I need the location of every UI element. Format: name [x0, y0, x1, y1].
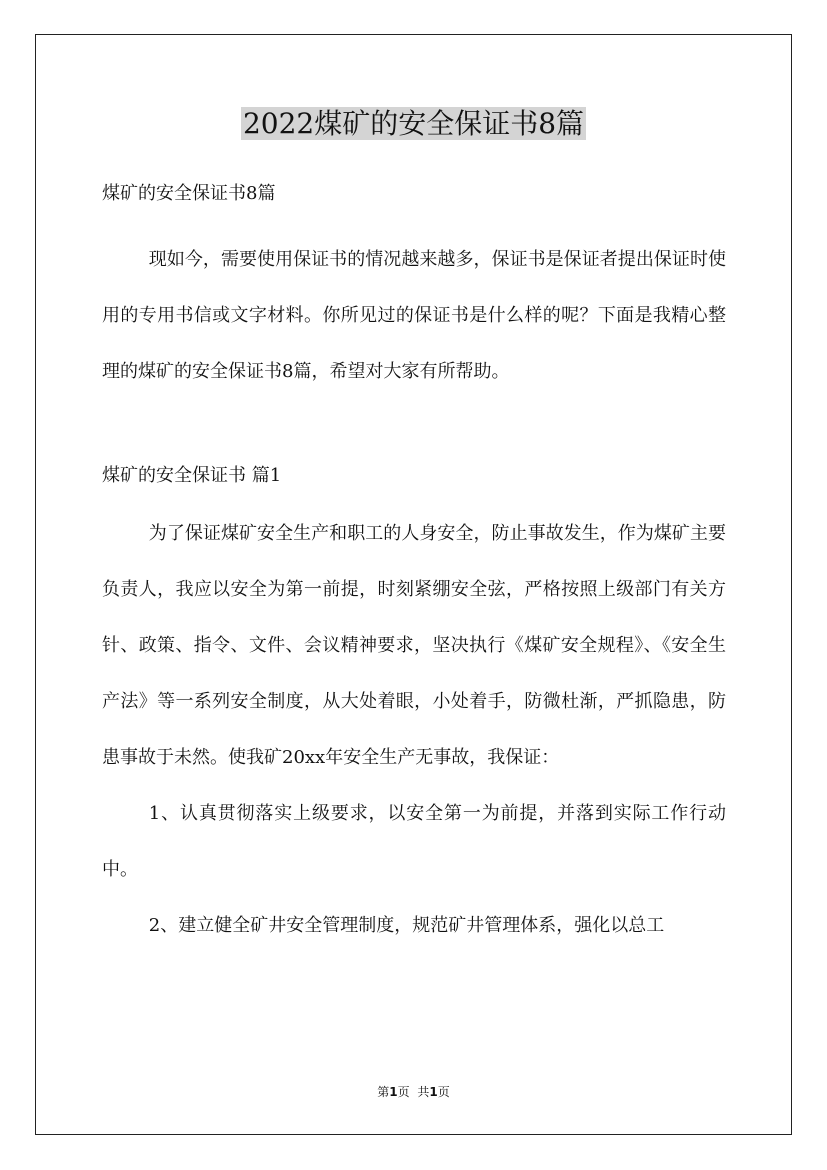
spacer — [102, 400, 726, 458]
body-paragraph: 为了保证煤矿安全生产和职工的人身安全，防止事故发生，作为煤矿主要负责人，我应以安全为第一前提，时刻紧绷安全弦，严格按照上级部门有关方针、政策、指令、文件、会议精神要求，坚决执行《煤矿安全规程》、《安全生产法》等一系列安全制度，从大处着眼，小处着手，防微杜渐，严抓隐患，防患事故于未然。使我矿20xx年安全生产无事故，我保证： — [102, 523, 726, 768]
document-body — [102, 176, 726, 954]
document-title-text: 2022煤矿的安全保证书8篇 — [242, 107, 585, 140]
total-pages-number: 1 — [429, 1085, 438, 1099]
body-paragraph: 1、认真贯彻落实上级要求，以安全第一为前提，并落到实际工作行动中。 — [102, 803, 726, 880]
body-paragraph: 2、建立健全矿井安全管理制度，规范矿井管理体系，强化以总工 — [148, 915, 665, 936]
document-subtitle: 煤矿的安全保证书8篇 — [102, 183, 276, 204]
current-page-number: 1 — [389, 1085, 398, 1099]
spacer — [102, 212, 726, 232]
intro-paragraph: 现如今，需要使用保证书的情况越来越多，保证书是保证者提出保证时使用的专用书信或文字材料。你所见过的保证书是什么样的呢？下面是我精心整理的煤矿的安全保证书8篇，希望对大家有所帮助。 — [102, 249, 726, 382]
document-title — [0, 104, 827, 144]
section-heading: 煤矿的安全保证书 篇1 — [102, 465, 282, 486]
spacer — [102, 494, 726, 506]
total-suffix: 页 — [437, 1085, 450, 1099]
page-footer — [0, 1083, 827, 1101]
total-prefix: 共 — [417, 1085, 430, 1099]
page-suffix: 页 — [397, 1085, 410, 1099]
page-prefix: 第 — [377, 1085, 390, 1099]
